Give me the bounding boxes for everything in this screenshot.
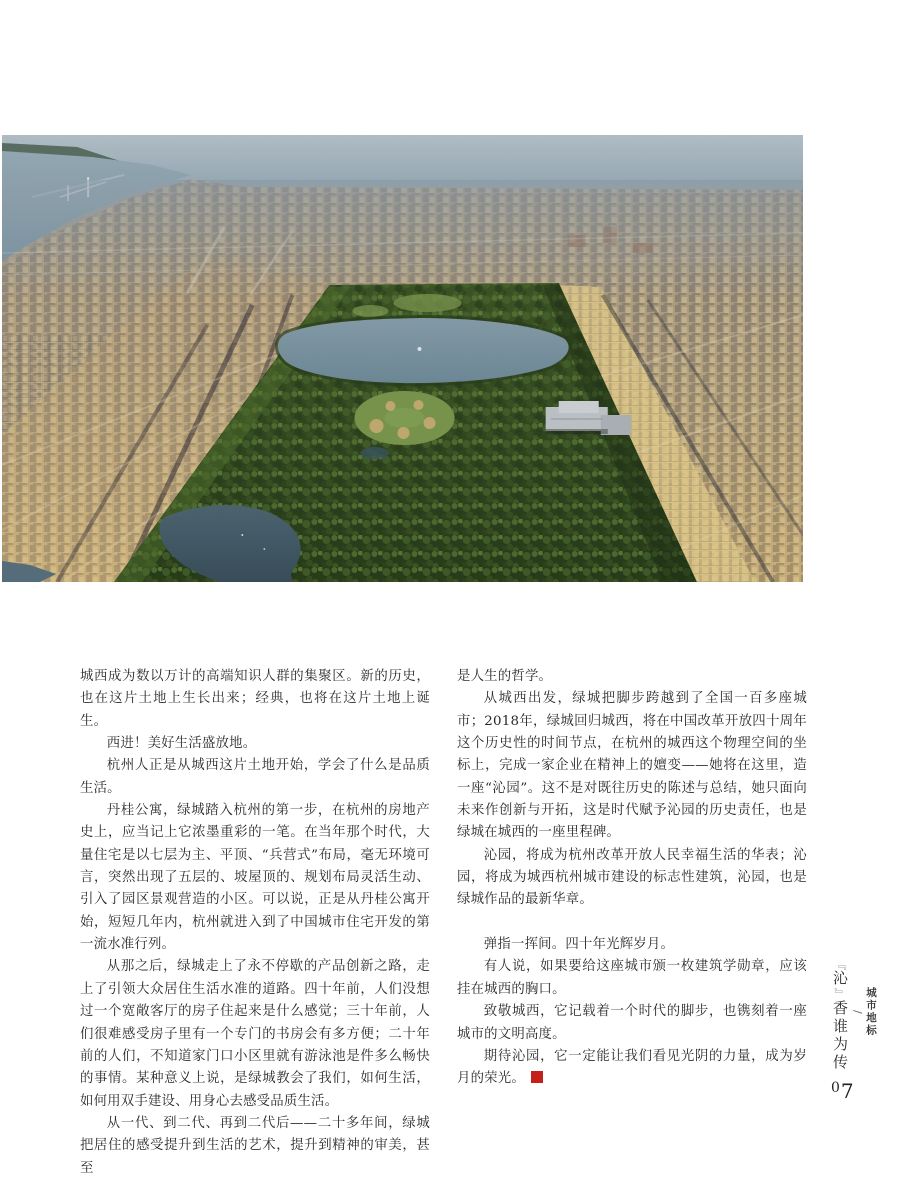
- sidebar-running-head: [830, 927, 879, 1097]
- paragraph: [80, 800, 430, 956]
- paragraph: [80, 755, 430, 800]
- page-number-digit: 0: [831, 1080, 840, 1096]
- paragraph: [80, 733, 430, 755]
- section-label: 城市地标: [865, 987, 877, 1037]
- paragraph-text: 丹桂公寓，绿城踏入杭州的第一步，在杭州的房地产史上，应当记上它浓墨重彩的一笔。在当年那个时代，大量住宅是以七层为主、平顶、“兵营式”布局，毫无环境可言，突然出现了五层的、坡屋顶的、规划布局灵活生动、引入了园区景观营造的小区。可以说，正是从丹桂公寓开始，短短几年内，杭州就进入到了中国城市住宅开发的第一流水准行列。: [80, 803, 430, 953]
- paragraph-text: 有人说，如果要给这座城市颁一枚建筑学勋章，应该挂在城西的胸口。: [457, 959, 807, 997]
- title-bracket-close: 』: [833, 988, 847, 1000]
- paragraph: [457, 934, 807, 956]
- title-kanji: 沁: [831, 970, 849, 988]
- paragraph: [80, 956, 430, 1112]
- paragraph-text: 杭州人正是从城西这片土地开始，学会了什么是品质生活。: [80, 758, 430, 796]
- paragraph-text: 是人生的哲学。: [457, 669, 553, 684]
- paragraph: [457, 1001, 807, 1046]
- paragraph-text: 弹指一挥间。四十年光辉岁月。: [483, 937, 675, 953]
- title-rest: 香谁为传: [831, 1000, 849, 1072]
- hero-photo-central-park-aerial: [2, 135, 803, 582]
- article-right-column: [457, 666, 807, 1091]
- paragraph: [457, 845, 807, 912]
- paragraph-text: 从城西出发，绿城把脚步跨越到了全国一百多座城市；2018年，绿城回归城西，将在中国改革开放四十周年这个历史性的时间节点，在杭州的城西这个物理空间的坐标上，完成一家企业在精神上的嬗变——她将在这里，造一座“沁园”。这不是对既往历史的陈述与总结，她只面向未来作创新与开拓，这是时代赋予沁园的历史责任，也是绿城在城西的一座里程碑。: [457, 691, 807, 841]
- title-bracket-open: 『: [833, 958, 847, 970]
- paragraph-text: 沁园，将成为杭州改革开放人民幸福生活的华表；沁园，将成为城西杭州城市建设的标志性建筑，沁园，也是绿城作品的最新华章。: [457, 847, 807, 908]
- article-left-column: [80, 666, 430, 1180]
- paragraph: [457, 1046, 807, 1091]
- paragraph-text: 西进！美好生活盛放地。: [106, 736, 257, 752]
- paragraph-text: 城西成为数以万计的高端知识人群的集聚区。新的历史，也在这片土地上生长出来；经典，也将在这片土地上诞生。: [80, 669, 430, 729]
- page-number: [831, 1081, 854, 1101]
- paragraph-text: 从那之后，绿城走上了永不停歇的产品创新之路，走上了引领大众居住生活水准的道路。四十年前，人们没想过一个宽敞客厅的房子住起来是什么感觉；三十年前，人们很难感受房子里有一个专门的书房会有多方便；二十年前的人们，不知道家门口小区里就有游泳池是件多么畅快的事情。某种意义上说，是绿城教会了我们，如何生活，如何用双手建设、用身心去感受品质生活。: [80, 959, 430, 1109]
- paragraph-text: 致敬城西，它记载着一个时代的脚步，也镌刻着一座城市的文明高度。: [457, 1004, 807, 1042]
- paragraph: [457, 956, 807, 1001]
- section-separator: /: [851, 1010, 864, 1014]
- page-number-digit: 7: [840, 1079, 854, 1103]
- issue-title: [830, 958, 851, 1072]
- paragraph-text: 从一代、到二代、再到二代后——二十多年间，绿城把居住的感受提升到生活的艺术，提升到精神的审美，甚至: [80, 1115, 430, 1176]
- paragraph: [80, 666, 430, 733]
- aerial-photo-illustration: [2, 135, 803, 582]
- paragraph-text: 期待沁园，它一定能让我们看见光阴的力量，成为岁月的荣光。: [457, 1048, 807, 1087]
- article-end-square-icon: [531, 1071, 543, 1083]
- paragraph: [457, 688, 807, 844]
- paragraph: [80, 1113, 430, 1180]
- paragraph: [457, 666, 807, 688]
